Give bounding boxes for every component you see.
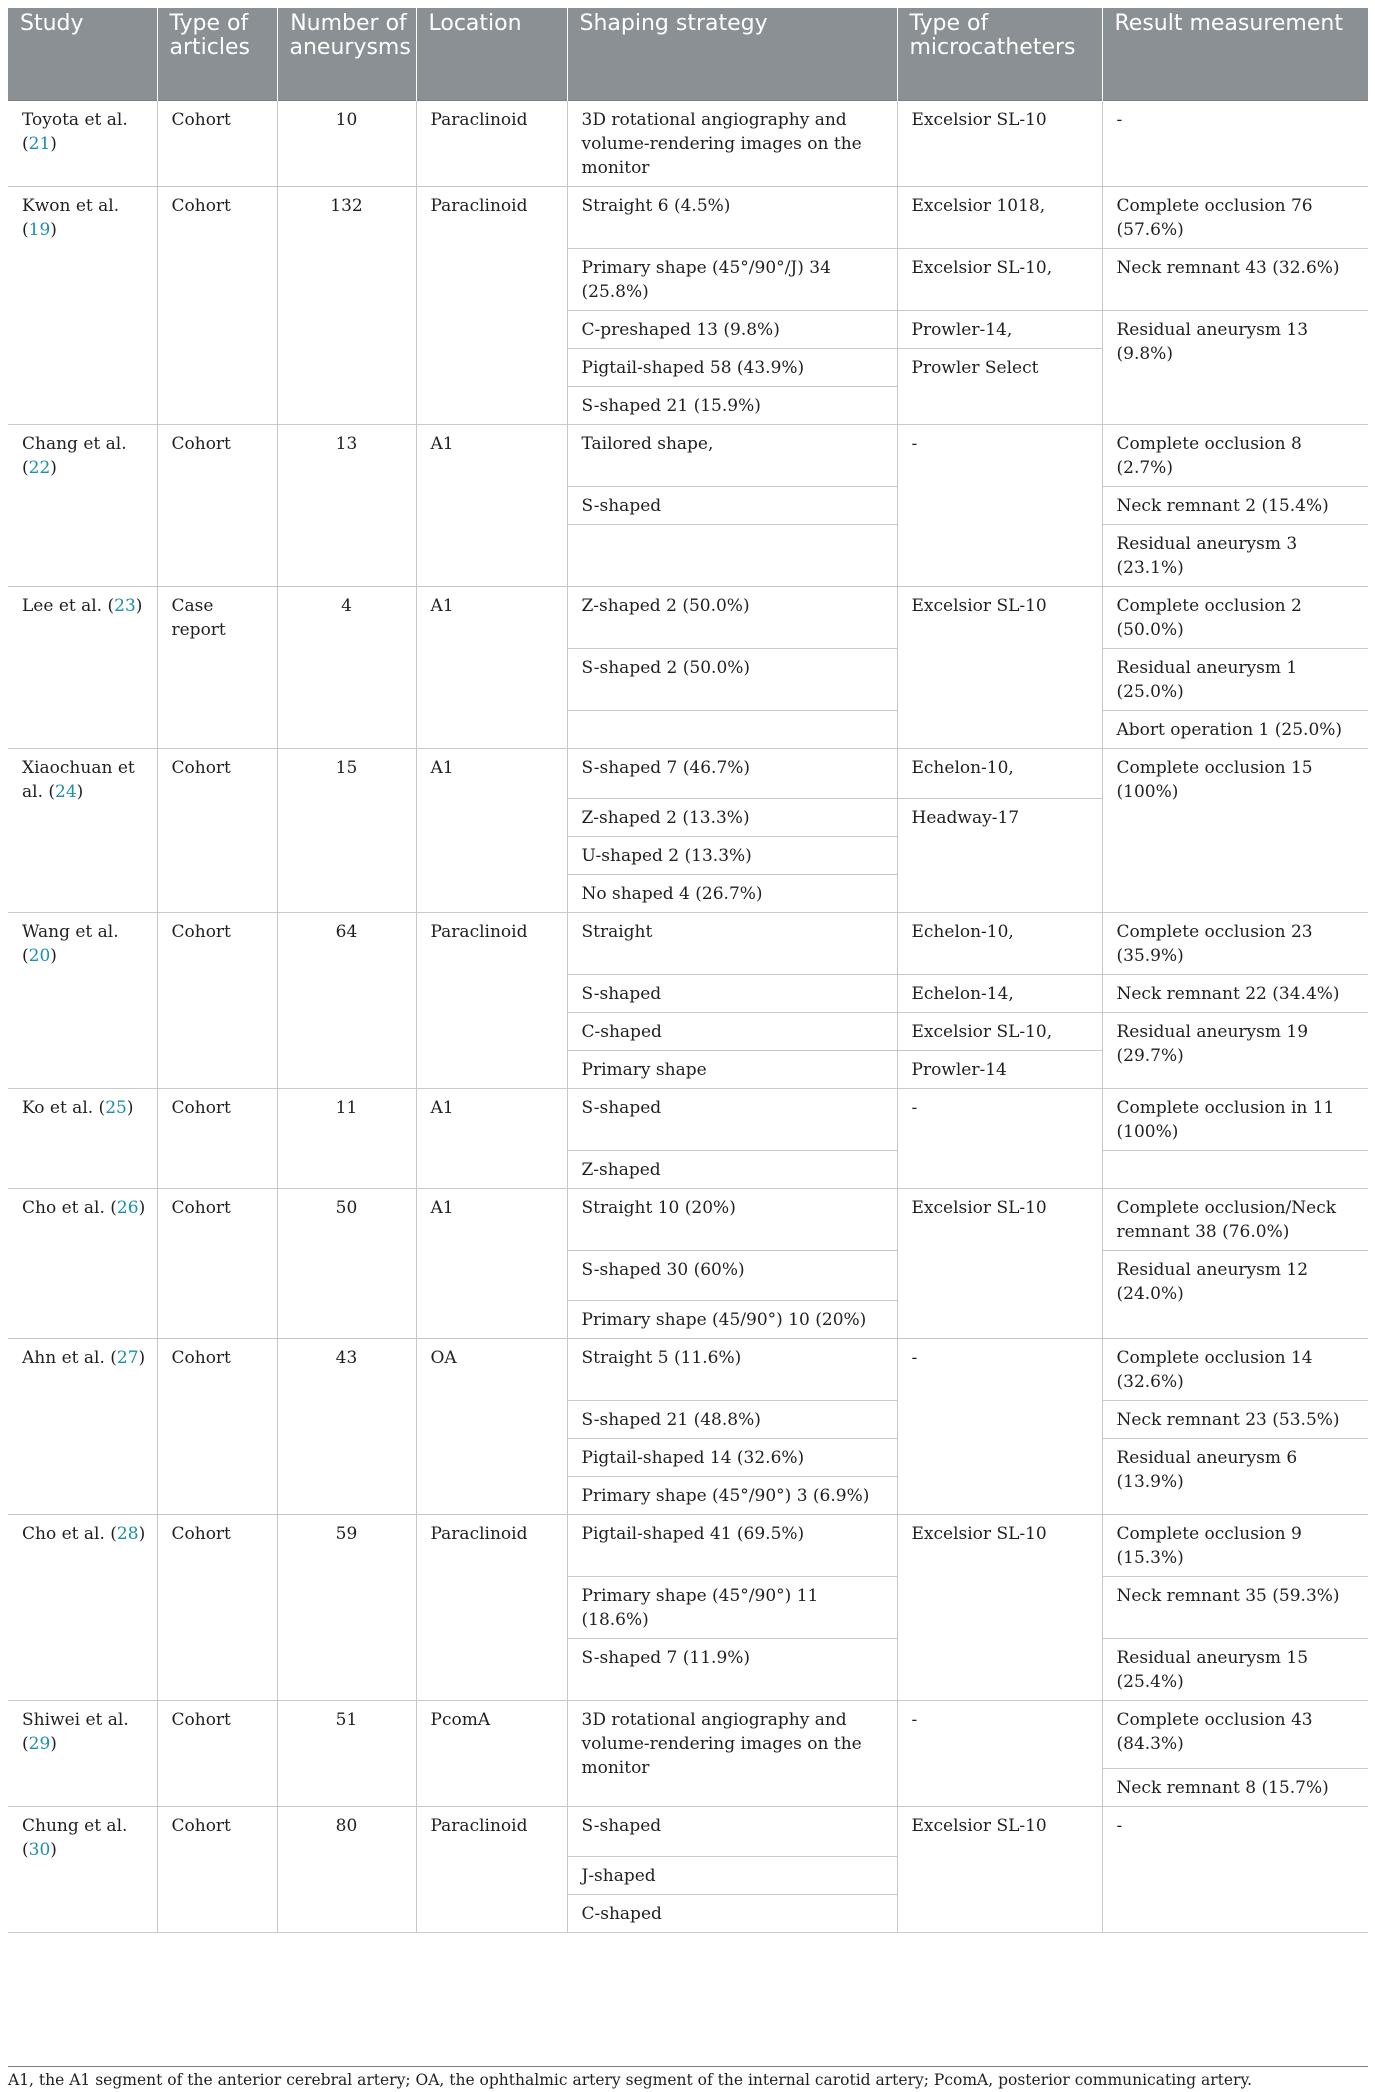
result-cell: Residual aneurysm 1 (25.0%)	[1102, 649, 1368, 711]
article-type-cell: Cohort	[157, 1515, 277, 1701]
microcatheter-cell: -	[897, 425, 1102, 587]
location-cell: A1	[416, 587, 567, 749]
article-type-cell: Cohort	[157, 425, 277, 587]
reference-link[interactable]: 20	[28, 946, 51, 966]
aneurysm-count-cell: 80	[277, 1807, 416, 1933]
result-cell: Complete occlusion 23 (35.9%)	[1102, 913, 1368, 975]
shaping-strategy-cell: 3D rotational angiography and volume-rendering images on the monitor	[567, 1701, 897, 1807]
aneurysm-count-cell: 50	[277, 1189, 416, 1339]
study-cell: Cho et al. (26)	[8, 1189, 157, 1339]
result-cell: Complete occlusion/Neck remnant 38 (76.0%)	[1102, 1189, 1368, 1251]
header-number-of-aneurysms: Number of aneurysms	[277, 8, 416, 101]
shaping-strategy-cell: Straight	[567, 913, 897, 975]
reference-link[interactable]: 22	[28, 458, 51, 478]
result-cell: Complete occlusion 9 (15.3%)	[1102, 1515, 1368, 1577]
aneurysm-count-cell: 51	[277, 1701, 416, 1807]
shaping-strategy-cell: C-shaped	[567, 1013, 897, 1051]
shaping-strategy-cell: S-shaped	[567, 1089, 897, 1151]
shaping-strategy-cell: Primary shape (45°/90°/J) 34 (25.8%)	[567, 249, 897, 311]
result-cell: Residual aneurysm 15 (25.4%)	[1102, 1639, 1368, 1701]
studies-table	[8, 8, 1368, 1933]
microcatheter-cell: Echelon-14,	[897, 975, 1102, 1013]
shaping-strategy-cell: Straight 10 (20%)	[567, 1189, 897, 1251]
shaping-strategy-cell: S-shaped	[567, 1807, 897, 1857]
microcatheter-cell: Excelsior 1018,	[897, 187, 1102, 249]
header-result-measurement: Result measurement	[1102, 8, 1368, 101]
microcatheter-cell: Prowler-14,	[897, 311, 1102, 349]
shaping-strategy-cell: S-shaped	[567, 487, 897, 525]
table-row	[8, 749, 1368, 799]
article-type-cell: Cohort	[157, 101, 277, 187]
table-footnote: A1, the A1 segment of the anterior cerebral artery; OA, the ophthalmic artery segment of the internal carotid artery; PcomA, posterior communicating artery.	[8, 2066, 1368, 2090]
shaping-strategy-cell: S-shaped 21 (15.9%)	[567, 387, 897, 425]
aneurysm-count-cell: 132	[277, 187, 416, 425]
result-cell: Complete occlusion 43 (84.3%)	[1102, 1701, 1368, 1769]
reference-link[interactable]: 24	[55, 782, 77, 802]
result-cell: Neck remnant 43 (32.6%)	[1102, 249, 1368, 311]
study-name: Toyota et al.	[22, 110, 128, 130]
result-cell: Neck remnant 22 (34.4%)	[1102, 975, 1368, 1013]
shaping-strategy-empty-cell	[567, 525, 897, 587]
shaping-strategy-cell: Primary shape	[567, 1051, 897, 1089]
shaping-strategy-cell: Pigtail-shaped 14 (32.6%)	[567, 1439, 897, 1477]
shaping-strategy-cell: 3D rotational angiography and volume-rendering images on the monitor	[567, 101, 897, 187]
study-name: Cho et al.	[22, 1198, 105, 1218]
study-name: Lee et al.	[22, 596, 103, 616]
study-cell: Ahn et al. (27)	[8, 1339, 157, 1515]
shaping-strategy-cell: C-shaped	[567, 1895, 897, 1933]
header-type-of-articles: Type of articles	[157, 8, 277, 101]
shaping-strategy-cell: Primary shape (45/90°) 10 (20%)	[567, 1301, 897, 1339]
location-cell: A1	[416, 425, 567, 587]
shaping-strategy-cell: S-shaped 7 (11.9%)	[567, 1639, 897, 1701]
location-cell: A1	[416, 1089, 567, 1189]
result-cell: -	[1102, 1807, 1368, 1933]
table-row	[8, 101, 1368, 187]
aneurysm-count-cell: 13	[277, 425, 416, 587]
study-cell: Wang et al. (20)	[8, 913, 157, 1089]
header-shaping-strategy: Shaping strategy	[567, 8, 897, 101]
location-cell: PcomA	[416, 1701, 567, 1807]
reference-link[interactable]: 25	[105, 1098, 127, 1118]
shaping-strategy-cell: No shaped 4 (26.7%)	[567, 875, 897, 913]
microcatheter-cell: Excelsior SL-10,	[897, 1013, 1102, 1051]
aneurysm-count-cell: 10	[277, 101, 416, 187]
microcatheter-cell: Headway-17	[897, 799, 1102, 913]
table-row	[8, 913, 1368, 975]
result-cell: Neck remnant 8 (15.7%)	[1102, 1769, 1368, 1807]
table-row	[8, 1189, 1368, 1251]
microcatheter-cell: Echelon-10,	[897, 749, 1102, 799]
microcatheter-cell: -	[897, 1339, 1102, 1515]
result-cell: Residual aneurysm 19 (29.7%)	[1102, 1013, 1368, 1089]
header-type-of-microcatheters: Type of microcatheters	[897, 8, 1102, 101]
shaping-strategy-cell: Pigtail-shaped 41 (69.5%)	[567, 1515, 897, 1577]
study-cell: Chang et al. (22)	[8, 425, 157, 587]
article-type-cell: Case report	[157, 587, 277, 749]
result-cell: Abort operation 1 (25.0%)	[1102, 711, 1368, 749]
study-cell: Toyota et al. (21)	[8, 101, 157, 187]
table-row	[8, 1807, 1368, 1857]
study-cell: Shiwei et al. (29)	[8, 1701, 157, 1807]
study-name: Wang et al.	[22, 922, 119, 942]
location-cell: Paraclinoid	[416, 913, 567, 1089]
table-row	[8, 1515, 1368, 1577]
reference-link[interactable]: 27	[116, 1348, 139, 1368]
microcatheter-cell: Excelsior SL-10	[897, 101, 1102, 187]
table-row	[8, 1339, 1368, 1401]
reference-link[interactable]: 30	[28, 1840, 51, 1860]
study-name: Kwon et al.	[22, 196, 120, 216]
result-cell: Neck remnant 35 (59.3%)	[1102, 1577, 1368, 1639]
microcatheter-cell: Prowler Select	[897, 349, 1102, 425]
shaping-strategy-cell: Primary shape (45°/90°) 3 (6.9%)	[567, 1477, 897, 1515]
article-type-cell: Cohort	[157, 1339, 277, 1515]
header-study: Study	[8, 8, 157, 101]
table-header	[8, 8, 1368, 101]
location-cell: Paraclinoid	[416, 1515, 567, 1701]
header-location: Location	[416, 8, 567, 101]
aneurysm-count-cell: 4	[277, 587, 416, 749]
aneurysm-count-cell: 11	[277, 1089, 416, 1189]
shaping-strategy-cell: Z-shaped	[567, 1151, 897, 1189]
study-cell: Kwon et al. (19)	[8, 187, 157, 425]
article-type-cell: Cohort	[157, 749, 277, 913]
article-type-cell: Cohort	[157, 1807, 277, 1933]
shaping-strategy-cell: Primary shape (45°/90°) 11 (18.6%)	[567, 1577, 897, 1639]
study-cell: Ko et al. (25)	[8, 1089, 157, 1189]
study-cell: Xiaochuan et al. (24)	[8, 749, 157, 913]
article-type-cell: Cohort	[157, 913, 277, 1089]
study-name: Shiwei et al.	[22, 1710, 129, 1730]
result-cell: Neck remnant 23 (53.5%)	[1102, 1401, 1368, 1439]
study-cell: Lee et al. (23)	[8, 587, 157, 749]
table-row	[8, 1701, 1368, 1769]
microcatheter-cell: Prowler-14	[897, 1051, 1102, 1089]
shaping-strategy-cell: S-shaped 30 (60%)	[567, 1251, 897, 1301]
result-cell: Complete occlusion in 11 (100%)	[1102, 1089, 1368, 1151]
aneurysm-count-cell: 64	[277, 913, 416, 1089]
study-name: Chang et al.	[22, 434, 127, 454]
study-cell: Chung et al. (30)	[8, 1807, 157, 1933]
table-body	[8, 101, 1368, 1933]
study-name: Cho et al.	[22, 1524, 105, 1544]
table-row	[8, 1089, 1368, 1151]
microcatheter-cell: Echelon-10,	[897, 913, 1102, 975]
shaping-strategy-cell: S-shaped 7 (46.7%)	[567, 749, 897, 799]
study-name: Ko et al.	[22, 1098, 94, 1118]
shaping-strategy-cell: Tailored shape,	[567, 425, 897, 487]
result-cell: Complete occlusion 14 (32.6%)	[1102, 1339, 1368, 1401]
shaping-strategy-cell: J-shaped	[567, 1857, 897, 1895]
microcatheter-cell: Excelsior SL-10	[897, 1515, 1102, 1701]
table-row	[8, 187, 1368, 249]
shaping-strategy-cell: S-shaped 2 (50.0%)	[567, 649, 897, 711]
aneurysm-count-cell: 15	[277, 749, 416, 913]
study-cell: Cho et al. (28)	[8, 1515, 157, 1701]
shaping-strategy-cell: Straight 6 (4.5%)	[567, 187, 897, 249]
result-cell: Complete occlusion 15 (100%)	[1102, 749, 1368, 913]
reference-link[interactable]: 23	[114, 596, 136, 616]
article-type-cell: Cohort	[157, 1089, 277, 1189]
location-cell: A1	[416, 749, 567, 913]
shaping-strategy-cell: U-shaped 2 (13.3%)	[567, 837, 897, 875]
microcatheter-cell: -	[897, 1089, 1102, 1189]
shaping-strategy-cell: Z-shaped 2 (50.0%)	[567, 587, 897, 649]
location-cell: OA	[416, 1339, 567, 1515]
shaping-strategy-cell: Z-shaped 2 (13.3%)	[567, 799, 897, 837]
result-cell: Residual aneurysm 13 (9.8%)	[1102, 311, 1368, 425]
shaping-strategy-cell: S-shaped	[567, 975, 897, 1013]
result-cell: Residual aneurysm 3 (23.1%)	[1102, 525, 1368, 587]
article-type-cell: Cohort	[157, 187, 277, 425]
location-cell: Paraclinoid	[416, 187, 567, 425]
header-row	[8, 8, 1368, 101]
shaping-strategy-cell: Straight 5 (11.6%)	[567, 1339, 897, 1401]
aneurysm-count-cell: 43	[277, 1339, 416, 1515]
location-cell: Paraclinoid	[416, 1807, 567, 1933]
microcatheter-cell: Excelsior SL-10,	[897, 249, 1102, 311]
microcatheter-cell: Excelsior SL-10	[897, 1189, 1102, 1339]
study-name: Chung et al.	[22, 1816, 128, 1836]
result-cell: -	[1102, 101, 1368, 187]
shaping-strategy-empty-cell	[567, 711, 897, 749]
shaping-strategy-cell: Pigtail-shaped 58 (43.9%)	[567, 349, 897, 387]
reference-link[interactable]: 28	[116, 1524, 139, 1544]
result-cell: Complete occlusion 2 (50.0%)	[1102, 587, 1368, 649]
study-name: Ahn et al.	[22, 1348, 105, 1368]
shaping-strategy-cell: S-shaped 21 (48.8%)	[567, 1401, 897, 1439]
location-cell: Paraclinoid	[416, 101, 567, 187]
result-cell: Residual aneurysm 6 (13.9%)	[1102, 1439, 1368, 1515]
reference-link[interactable]: 29	[28, 1734, 51, 1754]
result-cell	[1102, 1151, 1368, 1189]
location-cell: A1	[416, 1189, 567, 1339]
microcatheter-cell: Excelsior SL-10	[897, 1807, 1102, 1933]
result-cell: Residual aneurysm 12 (24.0%)	[1102, 1251, 1368, 1339]
result-cell: Neck remnant 2 (15.4%)	[1102, 487, 1368, 525]
table-row	[8, 587, 1368, 649]
reference-link[interactable]: 21	[28, 134, 51, 154]
result-cell: Complete occlusion 8 (2.7%)	[1102, 425, 1368, 487]
reference-link[interactable]: 26	[116, 1198, 139, 1218]
result-cell: Complete occlusion 76 (57.6%)	[1102, 187, 1368, 249]
table-row	[8, 425, 1368, 487]
article-type-cell: Cohort	[157, 1701, 277, 1807]
article-type-cell: Cohort	[157, 1189, 277, 1339]
study-name: Xiaochuan et al.	[22, 758, 135, 802]
aneurysm-count-cell: 59	[277, 1515, 416, 1701]
shaping-strategy-cell: C-preshaped 13 (9.8%)	[567, 311, 897, 349]
microcatheter-cell: Excelsior SL-10	[897, 587, 1102, 749]
reference-link[interactable]: 19	[28, 220, 51, 240]
microcatheter-cell: -	[897, 1701, 1102, 1807]
